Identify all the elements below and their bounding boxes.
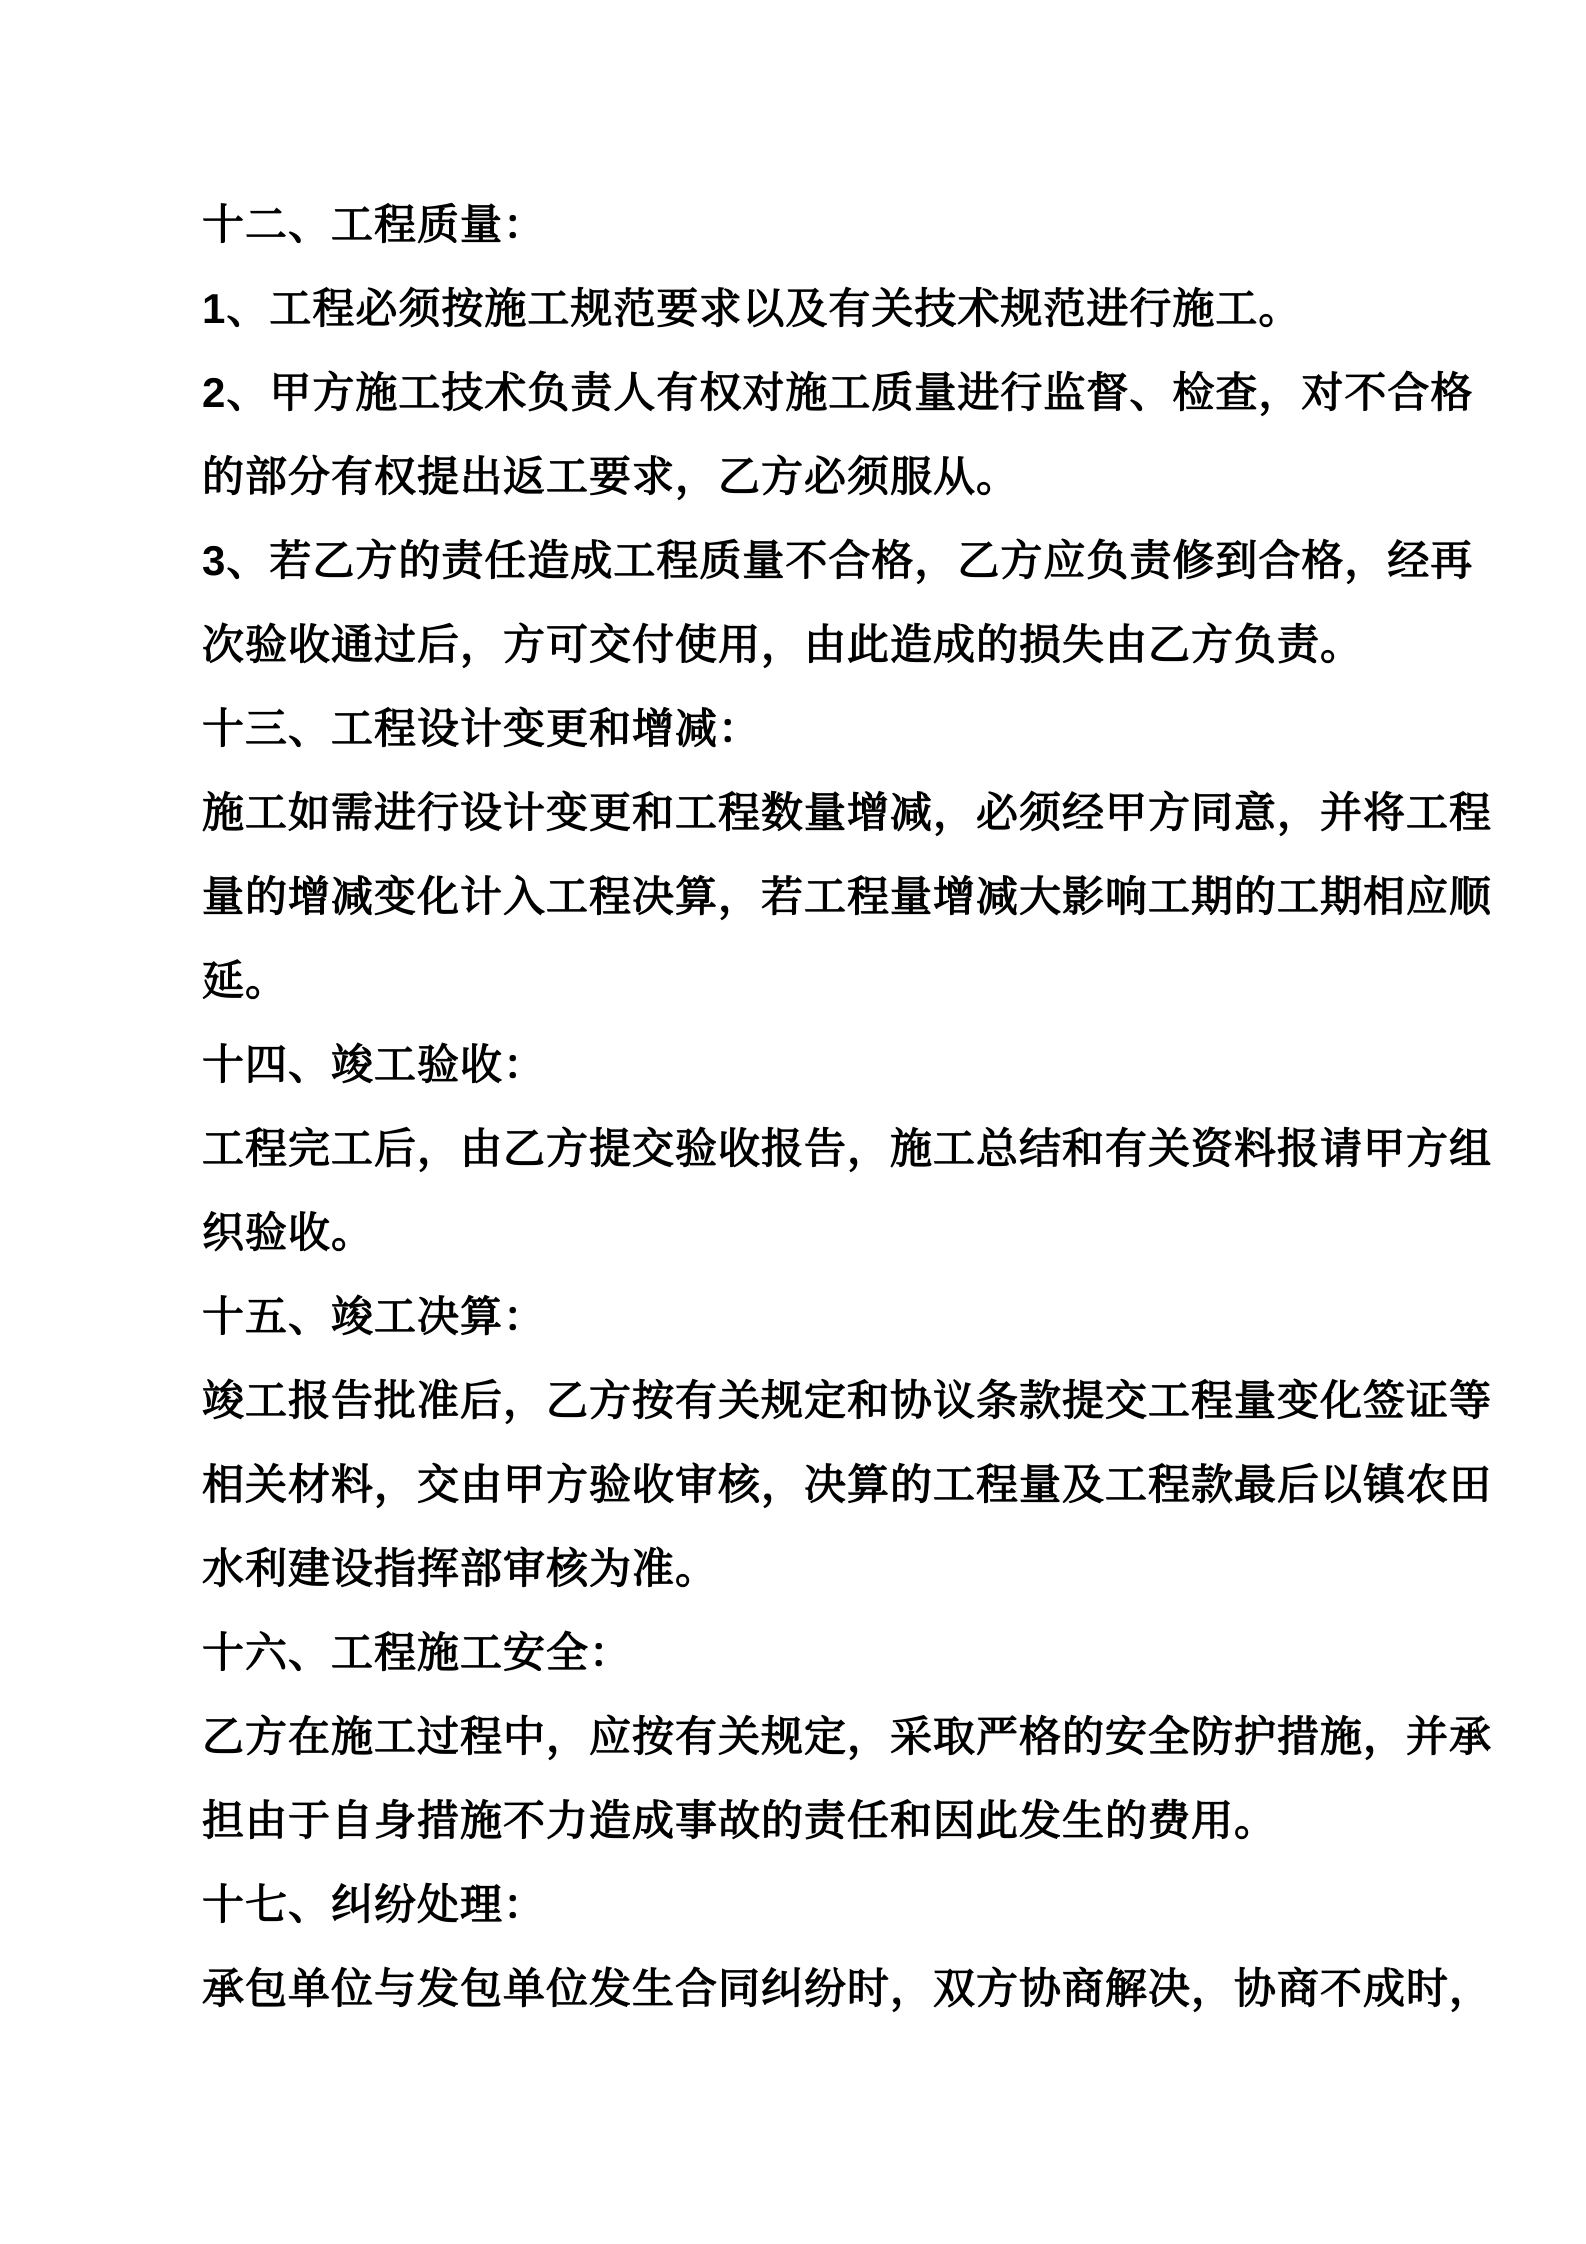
section-heading: 十二、工程质量： <box>202 201 547 248</box>
text-line: 担由于自身措施不力造成事故的责任和因此发生的费用。 <box>202 1797 1278 1844</box>
text-line: 的部分有权提出返工要求，乙方必须服从。 <box>202 453 1020 500</box>
text-line: 水利建设指挥部审核为准。 <box>202 1545 719 1592</box>
text-line: 3、若乙方的责任造成工程质量不合格，乙方应负责修到合格，经再 <box>202 537 1474 584</box>
section-heading: 十五、竣工决算： <box>202 1293 547 1340</box>
section-heading: 十三、工程设计变更和增减： <box>202 705 762 752</box>
section-heading: 十四、竣工验收： <box>202 1041 547 1088</box>
text-line: 延。 <box>202 957 289 1004</box>
text-line: 次验收通过后，方可交付使用，由此造成的损失由乙方负责。 <box>202 621 1364 668</box>
section-heading: 十六、工程施工安全： <box>202 1629 633 1676</box>
section-heading: 十七、纠纷处理： <box>202 1881 547 1928</box>
text-line: 相关材料，交由甲方验收审核，决算的工程量及工程款最后以镇农田 <box>202 1461 1493 1508</box>
text-line: 2、甲方施工技术负责人有权对施工质量进行监督、检查，对不合格 <box>202 369 1474 416</box>
text-line: 1、工程必须按施工规范要求以及有关技术规范进行施工。 <box>202 285 1302 332</box>
text-line: 织验收。 <box>202 1209 375 1256</box>
text-line: 承包单位与发包单位发生合同纠纷时，双方协商解决，协商不成时， <box>202 1965 1493 2012</box>
text-line: 竣工报告批准后，乙方按有关规定和协议条款提交工程量变化签证等 <box>202 1377 1493 1424</box>
text-line: 施工如需进行设计变更和工程数量增减，必须经甲方同意，并将工程 <box>202 789 1493 836</box>
text-line: 工程完工后，由乙方提交验收报告，施工总结和有关资料报请甲方组 <box>202 1125 1493 1172</box>
text-line: 量的增减变化计入工程决算，若工程量增减大影响工期的工期相应顺 <box>202 873 1493 920</box>
text-line: 乙方在施工过程中，应按有关规定，采取严格的安全防护措施，并承 <box>202 1713 1493 1760</box>
